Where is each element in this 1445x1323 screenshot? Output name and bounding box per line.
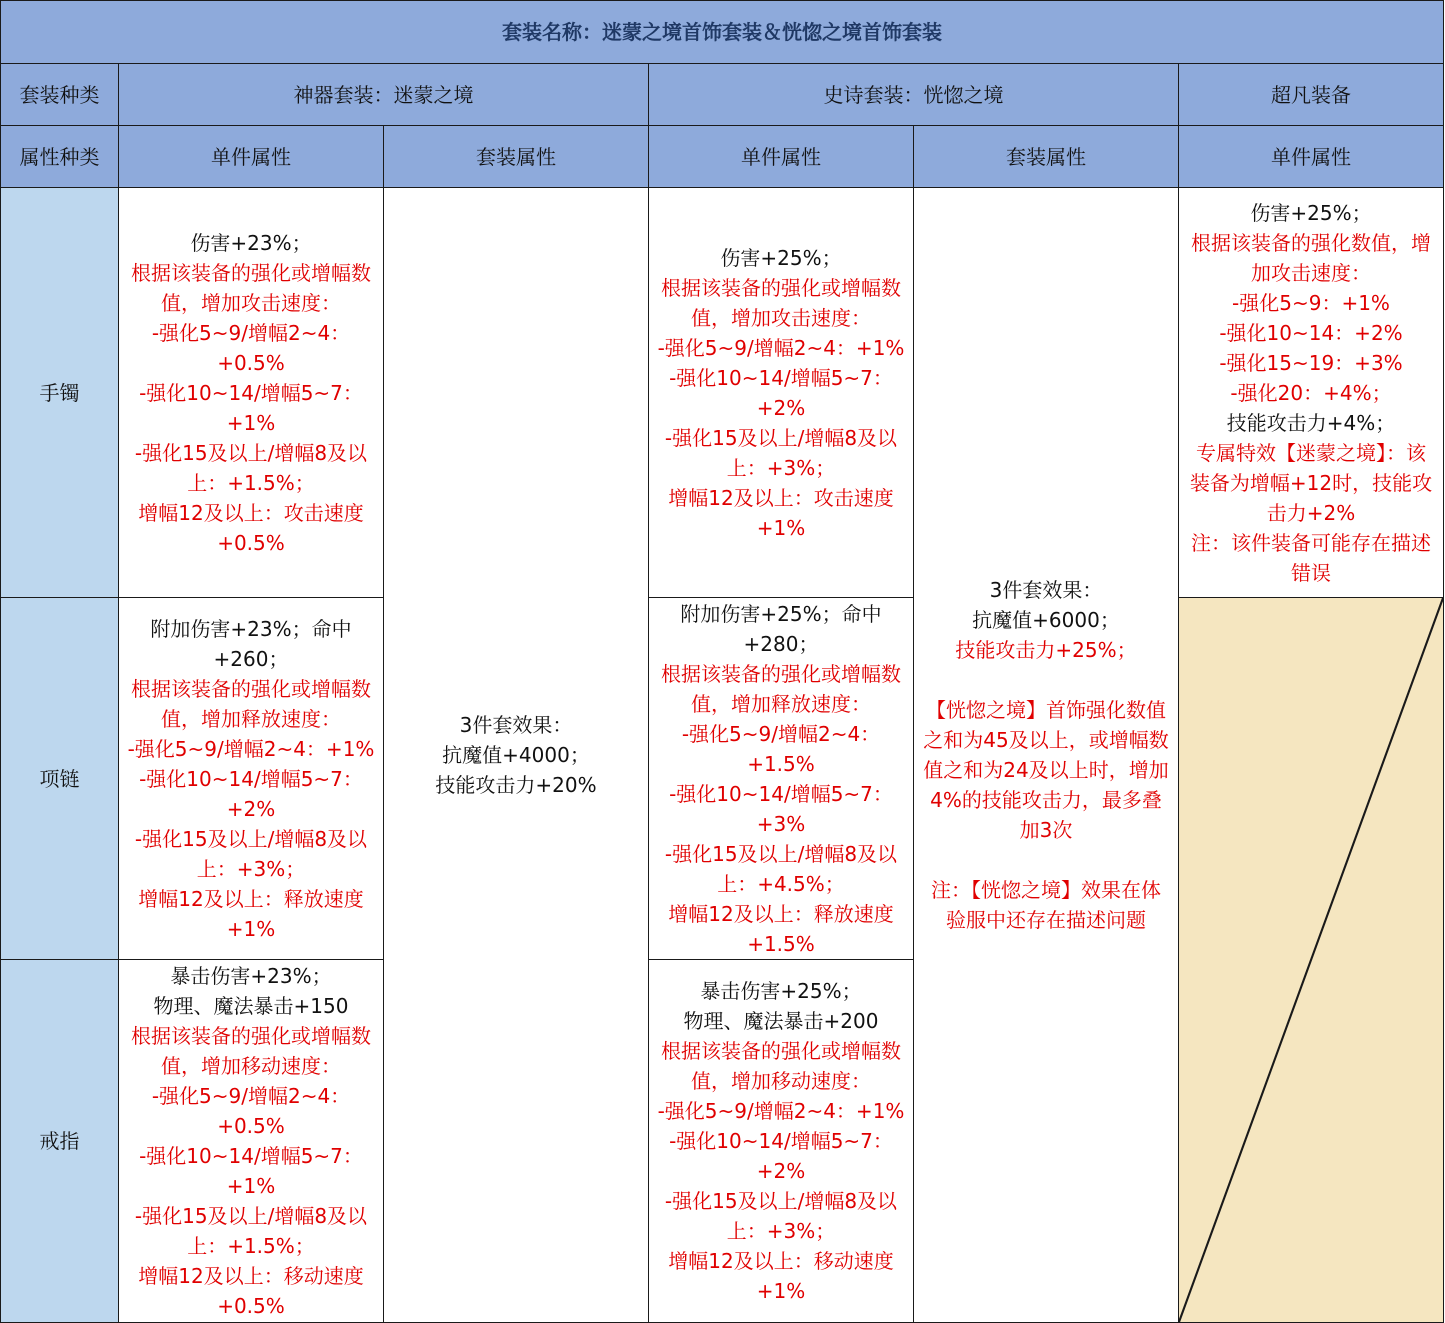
text-line: +1.5% bbox=[747, 931, 815, 956]
text-line: +1% bbox=[756, 515, 806, 540]
text-line: +280； bbox=[743, 631, 819, 656]
text-line: 上：+4.5%； bbox=[717, 871, 845, 896]
text-line: 4%的技能攻击力，最多叠 bbox=[930, 788, 1162, 812]
text-line: 值，增加释放速度： bbox=[691, 691, 871, 716]
artifact-single-attr-header: 单件属性 bbox=[119, 126, 384, 188]
text-line: 根据该装备的强化或增幅数 bbox=[661, 661, 901, 686]
text-line: 增幅12及以上：攻击速度 bbox=[138, 500, 364, 525]
text-line: 增幅12及以上：移动速度 bbox=[138, 1264, 364, 1288]
text-line: -强化5~9/增幅2~4： bbox=[151, 1084, 351, 1108]
row-label-ring: 戒指 bbox=[1, 960, 119, 1323]
text-line: 上：+1.5%； bbox=[187, 470, 315, 495]
text-line: 抗魔值+4000； bbox=[442, 743, 590, 767]
text-line: +2% bbox=[226, 796, 276, 821]
text-line: 根据该装备的强化或增幅数 bbox=[661, 275, 901, 300]
text-line: 暴击伤害+25%； bbox=[700, 979, 862, 1003]
text-line: +1% bbox=[226, 916, 276, 941]
artifact-bracelet-cell bbox=[119, 188, 384, 598]
epic-necklace-cell bbox=[649, 598, 914, 960]
row-label-necklace: 项链 bbox=[1, 598, 119, 960]
beyond-header: 超凡装备 bbox=[1179, 64, 1444, 126]
text-line: 根据该装备的强化数值，增 bbox=[1191, 230, 1431, 255]
text-line: 增幅12及以上：释放速度 bbox=[138, 886, 364, 911]
text-line: 上：+3%； bbox=[726, 1219, 836, 1243]
text-line: -强化10~14/增幅5~7： bbox=[669, 365, 893, 390]
text-line: 附加伤害+23%；命中 bbox=[150, 616, 352, 641]
text-line: 伤害+23%； bbox=[190, 230, 312, 255]
text-line: -强化5~9/增幅2~4：+1% bbox=[127, 736, 375, 761]
text-line: -强化10~14：+2% bbox=[1219, 320, 1403, 345]
text-line: +3% bbox=[756, 811, 806, 836]
text-line: 值，增加移动速度： bbox=[691, 1069, 871, 1093]
text-line: 3件套效果： bbox=[989, 578, 1103, 602]
text-line: 注：该件装备可能存在描述 bbox=[1191, 530, 1431, 555]
text-line: 专属特效【迷蒙之境】：该 bbox=[1196, 440, 1426, 465]
text-line: +2% bbox=[756, 395, 806, 420]
text-line: -强化15及以上/增幅8及以 bbox=[664, 425, 898, 450]
text-line bbox=[920, 845, 1172, 875]
text-line: 根据该装备的强化或增幅数 bbox=[131, 676, 371, 701]
artifact-necklace-cell bbox=[119, 598, 384, 960]
text-line: 击力+2% bbox=[1266, 500, 1356, 525]
text-line: -强化10~14/增幅5~7： bbox=[139, 1144, 363, 1168]
text-line: -强化15及以上/增幅8及以 bbox=[664, 1189, 898, 1213]
text-line: +1.5% bbox=[747, 751, 815, 776]
text-line: -强化10~14/增幅5~7： bbox=[139, 380, 363, 405]
text-line: 增幅12及以上：攻击速度 bbox=[668, 485, 894, 510]
text-line: +0.5% bbox=[217, 1114, 285, 1138]
text-line: 值，增加移动速度： bbox=[161, 1054, 341, 1078]
epic-ring-cell bbox=[649, 960, 914, 1323]
text-line: 验服中还存在描述问题 bbox=[946, 908, 1146, 932]
text-line: +1% bbox=[756, 1279, 806, 1303]
text-line: 根据该装备的强化或增幅数 bbox=[131, 1024, 371, 1048]
text-line: 技能攻击力+25%； bbox=[955, 638, 1137, 662]
text-line: 根据该装备的强化或增幅数 bbox=[661, 1039, 901, 1063]
diagonal-slash-icon bbox=[1179, 598, 1443, 1322]
text-line: -强化20：+4%； bbox=[1230, 380, 1392, 405]
row-label-bracelet: 手镯 bbox=[1, 188, 119, 598]
text-line: 上：+3%； bbox=[196, 856, 306, 881]
text-line: -强化10~14/增幅5~7： bbox=[669, 1129, 893, 1153]
text-line: -强化5~9/增幅2~4： bbox=[681, 721, 881, 746]
text-line: 物理、魔法暴击+150 bbox=[153, 994, 349, 1018]
text-line: -强化15~19：+3% bbox=[1219, 350, 1403, 375]
epic-set-effect-cell bbox=[914, 188, 1179, 1323]
text-line: 物理、魔法暴击+200 bbox=[683, 1009, 879, 1033]
text-line: -强化15及以上/增幅8及以 bbox=[134, 440, 368, 465]
text-line: -强化15及以上/增幅8及以 bbox=[134, 1204, 368, 1228]
text-line: -强化5~9/增幅2~4：+1% bbox=[657, 335, 905, 360]
text-line: 加3次 bbox=[1019, 818, 1073, 842]
text-line: -强化15及以上/增幅8及以 bbox=[134, 826, 368, 851]
artifact-set-attr-header: 套装属性 bbox=[384, 126, 649, 188]
text-line: 加攻击速度： bbox=[1251, 260, 1371, 285]
text-line: 【恍惚之境】首饰强化数值 bbox=[926, 698, 1166, 722]
text-line: 伤害+25%； bbox=[720, 245, 842, 270]
beyond-empty-cell bbox=[1179, 598, 1444, 1323]
text-line: 注：【恍惚之境】效果在体 bbox=[931, 878, 1161, 902]
epic-single-attr-header: 单件属性 bbox=[649, 126, 914, 188]
text-line: 增幅12及以上：移动速度 bbox=[668, 1249, 894, 1273]
text-line: -强化10~14/增幅5~7： bbox=[669, 781, 893, 806]
text-line: -强化5~9：+1% bbox=[1232, 290, 1390, 315]
text-line: 抗魔值+6000； bbox=[972, 608, 1120, 632]
text-line: 伤害+25%； bbox=[1250, 200, 1372, 225]
text-line: 增幅12及以上：释放速度 bbox=[668, 901, 894, 926]
text-line: 技能攻击力+4%； bbox=[1226, 410, 1396, 435]
set-type-label: 套装种类 bbox=[1, 64, 119, 126]
attr-type-label: 属性种类 bbox=[1, 126, 119, 188]
beyond-single-attr-header: 单件属性 bbox=[1179, 126, 1444, 188]
text-line: +260； bbox=[213, 646, 289, 671]
text-line: 装备为增幅+12时，技能攻 bbox=[1189, 470, 1433, 495]
text-line: 暴击伤害+23%； bbox=[170, 964, 332, 988]
text-line: -强化10~14/增幅5~7： bbox=[139, 766, 363, 791]
epic-set-attr-header: 套装属性 bbox=[914, 126, 1179, 188]
text-line: +0.5% bbox=[217, 530, 285, 555]
text-line: 上：+3%； bbox=[726, 455, 836, 480]
beyond-bracelet-cell bbox=[1179, 188, 1444, 598]
text-line: 值，增加攻击速度： bbox=[691, 305, 871, 330]
text-line: 之和为45及以上，或增幅数 bbox=[923, 728, 1169, 752]
text-line: 错误 bbox=[1291, 560, 1331, 585]
text-line: 附加伤害+25%；命中 bbox=[680, 601, 882, 626]
artifact-set-header: 神器套装：迷蒙之境 bbox=[119, 64, 649, 126]
text-line: 根据该装备的强化或增幅数 bbox=[131, 260, 371, 285]
text-line: +0.5% bbox=[217, 350, 285, 375]
text-line: 上：+1.5%； bbox=[187, 1234, 315, 1258]
text-line: 值之和为24及以上时，增加 bbox=[923, 758, 1169, 782]
epic-set-header: 史诗套装：恍惚之境 bbox=[649, 64, 1179, 126]
artifact-set-effect-cell bbox=[384, 188, 649, 1323]
text-line: -强化5~9/增幅2~4：+1% bbox=[657, 1099, 905, 1123]
text-line: +2% bbox=[756, 1159, 806, 1183]
text-line: 值，增加攻击速度： bbox=[161, 290, 341, 315]
text-line: -强化5~9/增幅2~4： bbox=[151, 320, 351, 345]
text-line bbox=[920, 665, 1172, 695]
epic-bracelet-cell bbox=[649, 188, 914, 598]
text-line: +0.5% bbox=[217, 1294, 285, 1318]
text-line: +1% bbox=[226, 1174, 276, 1198]
text-line: 3件套效果： bbox=[459, 713, 573, 737]
artifact-ring-cell bbox=[119, 960, 384, 1323]
text-line: -强化15及以上/增幅8及以 bbox=[664, 841, 898, 866]
text-line: 值，增加释放速度： bbox=[161, 706, 341, 731]
text-line: +1% bbox=[226, 410, 276, 435]
table-title: 套装名称：迷蒙之境首饰套装＆恍惚之境首饰套装 bbox=[1, 1, 1444, 64]
text-line: 技能攻击力+20% bbox=[435, 773, 597, 797]
